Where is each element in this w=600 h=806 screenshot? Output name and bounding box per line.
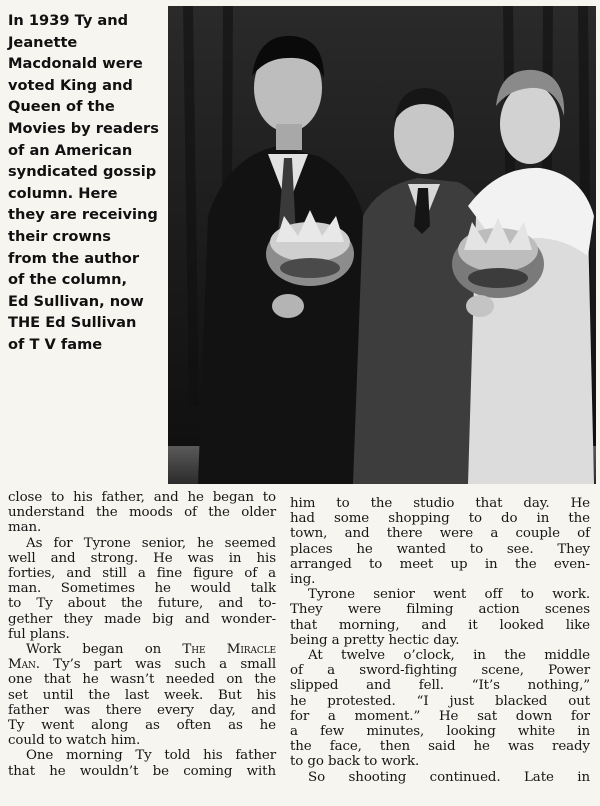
text-line: So shooting continued. Late in [308,769,590,785]
text-line [8,657,276,672]
text-line: he protested. “I just blacked out [290,693,590,709]
caption-line: THE Ed Sullivan [8,314,137,332]
text-line: him to the studio that day. He [290,496,590,511]
film-title: Man. [8,657,40,673]
text-line: gether they made big and wonder- [8,611,276,627]
text-line: set until the last week. But his [8,687,276,703]
text-line: for a moment.” He sat down for [290,708,590,724]
caption-line: of T V fame [8,335,103,353]
caption-line: In 1939 Ty and [8,12,129,29]
film-title: The Miracle [182,642,276,658]
text-line: As for Tyrone senior, he seemed [26,535,276,551]
text-line: well and strong. He was in his [8,550,276,566]
text-line: had some shopping to do in the [290,511,590,527]
text-line: At twelve o’clock, in the middle [308,648,590,664]
text-line: being a pretty hectic day. [290,632,460,648]
text-fragment: Ty’s part was such a small [39,657,276,673]
caption-line: syndicated gossip [8,163,157,181]
article-column-left [8,490,276,779]
caption-line: Ed Sullivan, now [8,292,144,310]
text-line: could to watch him. [8,733,141,749]
text-line: of a sword-fighting scene, Power [290,663,590,679]
article-column-right [290,496,590,785]
text-line: Tyrone senior went off to work. [308,587,590,603]
text-line: arranged to meet up in the even- [290,556,590,572]
text-line: town, and there were a couple of [290,526,590,542]
text-line: places he wanted to see. They [290,541,590,557]
text-fragment: Work began on [26,642,183,658]
caption-line: Macdonald were [8,55,143,73]
text-line [8,642,276,657]
caption-line: they are receiving [8,206,158,224]
caption-line: their crowns [8,227,111,245]
photograph-illustration [168,6,596,484]
text-line: One morning Ty told his father [26,748,276,764]
text-line: that he wouldn’t be coming with [8,763,276,779]
text-line: understand the moods of the older [8,505,276,521]
text-line: one that he wasn’t needed on the [8,672,276,688]
text-line: They were filming action scenes [290,602,590,618]
caption-line: of the column, [8,271,128,289]
text-line: forties, and still a fine figure of a [8,566,276,582]
text-line: to go back to work. [290,754,420,770]
caption-line: Movies by readers [8,119,159,137]
photograph [168,6,596,484]
text-line: that morning, and it looked like [290,617,590,633]
text-line: a few minutes, looking white in [290,724,590,740]
text-line: ful plans. [8,626,70,642]
caption-line: from the author [8,249,140,267]
caption-line: voted King and [8,76,133,94]
text-line: man. Sometimes he would talk [8,581,276,597]
text-line: Ty went along as often as he [8,718,276,734]
text-line: the face, then said he was ready [290,739,590,755]
text-line: father was there every day, and [8,702,276,718]
caption-line: Jeanette [8,33,78,51]
text-line: slipped and fell. “It’s nothing,” [290,678,590,694]
text-line: man. [8,520,42,536]
photo-caption [8,10,168,356]
caption-line: Queen of the [8,98,115,116]
text-line: close to his father, and he began to [8,490,276,505]
caption-line: column. Here [8,184,118,202]
caption-line: of an American [8,141,133,159]
text-line: ing. [290,572,316,588]
text-line: to Ty about the future, and to- [8,596,276,612]
